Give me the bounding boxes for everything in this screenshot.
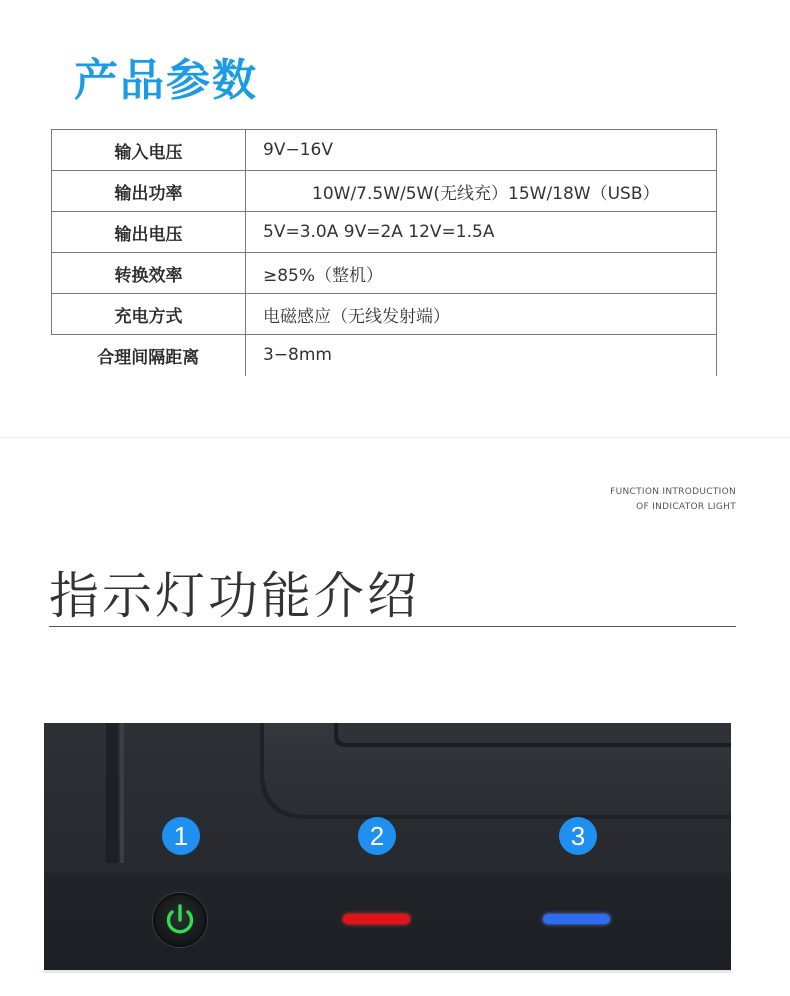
section-title-indicator: 指示灯功能介绍 xyxy=(49,567,420,625)
section-title-params: 产品参数 xyxy=(74,55,258,106)
english-subtitle-line2: OF INDICATOR LIGHT xyxy=(636,502,736,512)
english-subtitle xyxy=(610,485,736,515)
indicator-number-3-badge: 3 xyxy=(559,817,597,855)
table-row xyxy=(52,294,717,335)
row-value: 3−8mm xyxy=(246,335,717,376)
row-value: 电磁感应（无线发射端） xyxy=(246,294,717,335)
english-subtitle-line1: FUNCTION INTRODUCTION xyxy=(610,487,736,497)
section-divider xyxy=(0,437,790,438)
row-label: 输出电压 xyxy=(52,212,246,253)
table-row xyxy=(52,171,717,212)
row-value: 10W/7.5W/5W(无线充）15W/18W（USB） xyxy=(246,171,717,212)
row-label: 输入电压 xyxy=(52,130,246,171)
red-indicator-light xyxy=(343,914,410,924)
device-base-edge xyxy=(44,970,731,973)
row-value: 9V−16V xyxy=(246,130,717,171)
indicator-number-1-badge: 1 xyxy=(162,817,200,855)
row-label: 合理间隔距离 xyxy=(52,335,246,376)
power-button xyxy=(153,893,207,947)
row-label: 充电方式 xyxy=(52,294,246,335)
row-value: 5V=3.0A 9V=2A 12V=1.5A xyxy=(246,212,717,253)
power-icon xyxy=(155,895,205,945)
row-label: 输出功率 xyxy=(52,171,246,212)
row-label: 转换效率 xyxy=(52,253,246,294)
table-row xyxy=(52,212,717,253)
table-row xyxy=(52,253,717,294)
table-row xyxy=(52,130,717,171)
indicator-number-2-badge: 2 xyxy=(358,817,396,855)
spec-table xyxy=(51,129,717,376)
row-value: ≥85%（整机） xyxy=(246,253,717,294)
blue-indicator-light xyxy=(543,914,610,924)
table-row xyxy=(52,335,717,376)
title-underline xyxy=(49,626,736,627)
